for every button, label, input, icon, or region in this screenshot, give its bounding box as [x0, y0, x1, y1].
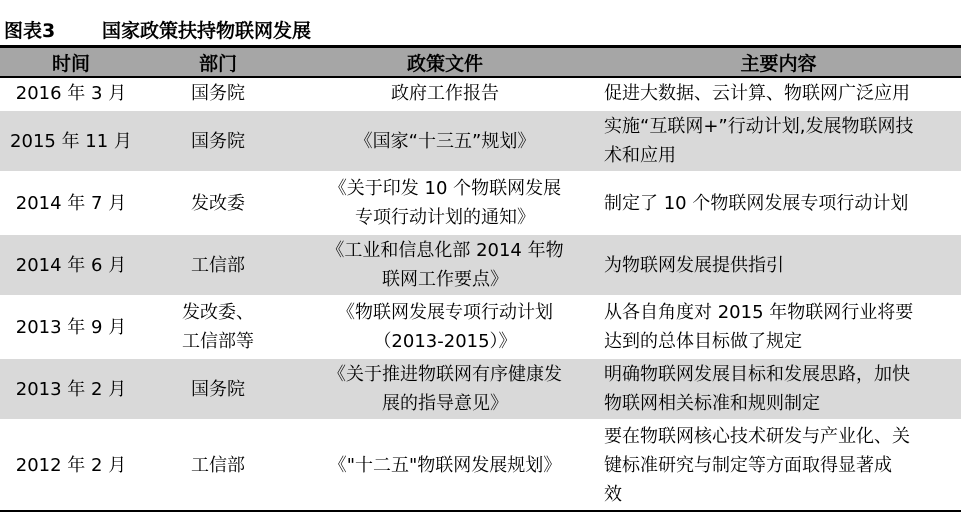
cell-line: 明确物联网发展目标和发展思路，加快 [604, 364, 910, 385]
cell-line: 国务院 [191, 83, 245, 104]
header-department: 部门 [142, 48, 294, 77]
cell-line: 《关于印发 10 个物联网发展 [328, 178, 562, 199]
cell-document [294, 358, 596, 420]
cell-time: 2013 年 2 月 [0, 358, 142, 420]
cell-line: （2013-2015）》 [373, 331, 517, 352]
header-time: 时间 [0, 48, 142, 77]
cell-line: 效 [604, 484, 622, 505]
table-row [0, 358, 961, 420]
cell-content [596, 110, 961, 172]
cell-time: 2014 年 7 月 [0, 172, 142, 234]
cell-line: 工信部等 [182, 331, 254, 352]
cell-content [596, 296, 961, 358]
cell-line: 达到的总体目标做了规定 [604, 331, 802, 352]
cell-line: 要在物联网核心技术研发与产业化、关 [604, 426, 910, 447]
cell-line: 《工业和信息化部 2014 年物 [326, 240, 564, 261]
cell-line: 键标准研究与制定等方面取得显著成 [604, 455, 892, 476]
cell-line: 促进大数据、云计算、物联网广泛应用 [604, 83, 910, 104]
cell-department [142, 420, 294, 511]
cell-document [294, 77, 596, 110]
cell-content [596, 358, 961, 420]
cell-content [596, 172, 961, 234]
cell-line: 发改委 [191, 192, 245, 214]
cell-line: 政府工作报告 [391, 83, 499, 104]
cell-document [294, 296, 596, 358]
header-content: 主要内容 [596, 48, 961, 77]
cell-document [294, 172, 596, 234]
table-row [0, 77, 961, 110]
cell-time: 2014 年 6 月 [0, 234, 142, 296]
cell-line: 国务院 [191, 130, 245, 152]
policy-table [0, 48, 961, 512]
header-row [0, 48, 961, 77]
cell-line: 《"十二五"物联网发展规划》 [328, 455, 562, 476]
cell-time: 2016 年 3 月 [0, 77, 142, 110]
cell-line: 《关于推进物联网有序健康发 [328, 364, 562, 385]
table-caption [4, 18, 311, 44]
cell-line: 工信部 [191, 455, 245, 476]
cell-department [142, 77, 294, 110]
table-row [0, 172, 961, 234]
cell-line: 物联网相关标准和规则制定 [604, 393, 820, 414]
cell-time: 2013 年 9 月 [0, 296, 142, 358]
cell-department [142, 296, 294, 358]
cell-line: 从各自角度对 2015 年物联网行业将要 [604, 302, 914, 323]
cell-content [596, 234, 961, 296]
cell-time: 2012 年 2 月 [0, 420, 142, 511]
cell-line: 《国家“十三五”规划》 [354, 130, 536, 152]
cell-line: 术和应用 [604, 145, 676, 166]
figure-number: 图表3 [4, 20, 56, 42]
cell-document [294, 110, 596, 172]
cell-time: 2015 年 11 月 [0, 110, 142, 172]
cell-line: 实施“互联网+”行动计划,发展物联网技 [604, 116, 914, 137]
cell-line: 展的指导意见》 [382, 393, 508, 414]
cell-line: 为物联网发展提供指引 [604, 254, 784, 276]
cell-department [142, 172, 294, 234]
cell-line: 专项行动计划的通知》 [355, 207, 535, 228]
cell-line: 国务院 [191, 378, 245, 400]
cell-department [142, 358, 294, 420]
cell-document [294, 234, 596, 296]
cell-line: 工信部 [191, 254, 245, 276]
cell-content [596, 420, 961, 511]
cell-line: 制定了 10 个物联网发展专项行动计划 [604, 192, 909, 214]
table-row [0, 420, 961, 511]
cell-line: 联网工作要点》 [382, 269, 508, 290]
cell-department [142, 110, 294, 172]
table-row [0, 234, 961, 296]
cell-line: 《物联网发展专项行动计划 [337, 302, 553, 323]
cell-content [596, 77, 961, 110]
cell-document [294, 420, 596, 511]
header-document: 政策文件 [294, 48, 596, 77]
table-row [0, 110, 961, 172]
table-row [0, 296, 961, 358]
cell-department [142, 234, 294, 296]
figure-title: 国家政策扶持物联网发展 [102, 20, 312, 42]
cell-line: 发改委、 [182, 302, 254, 323]
